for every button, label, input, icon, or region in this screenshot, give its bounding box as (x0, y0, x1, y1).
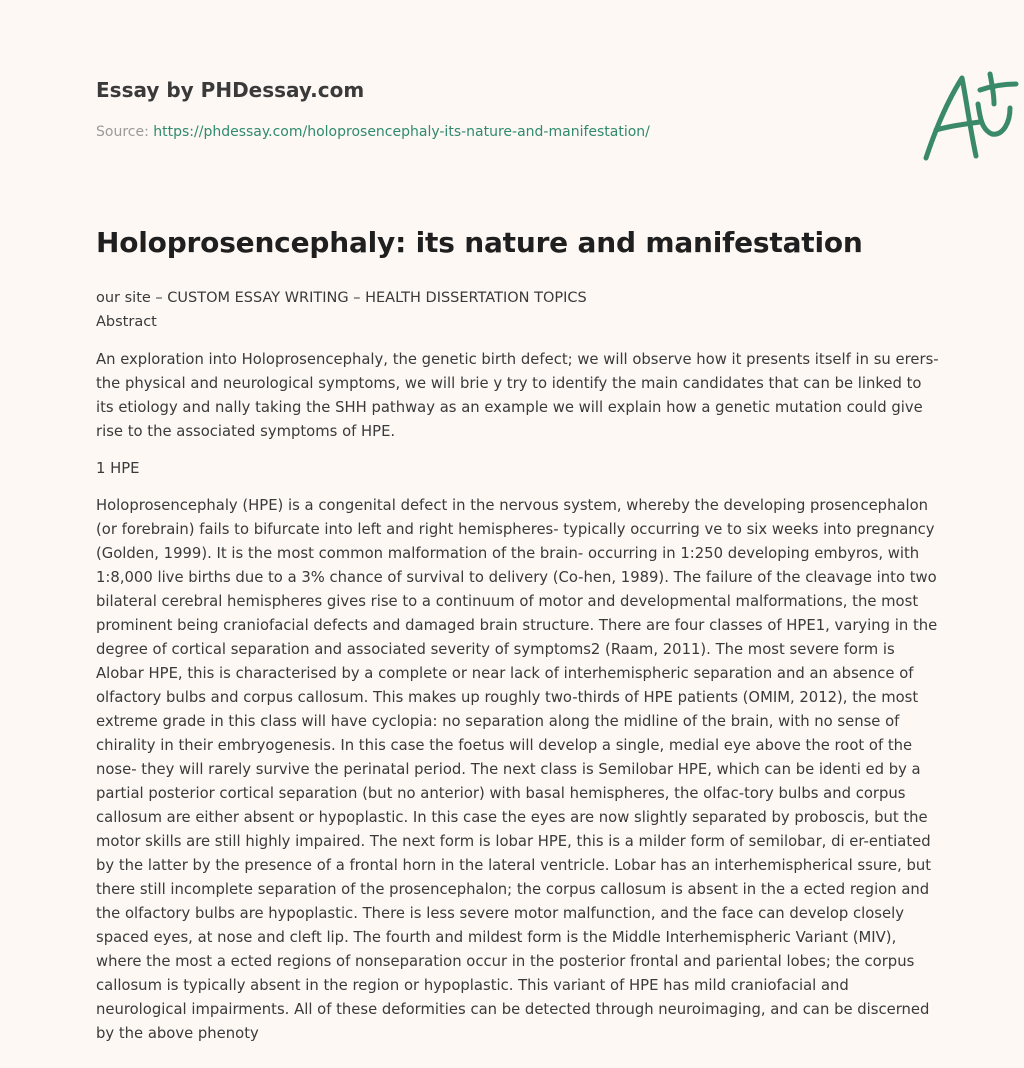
text-line: rise to the associated symptoms of HPE. (96, 423, 396, 440)
text-line: the olfactory bulbs are hypoplastic. There is less severe motor malfunction, and the face can develop closely (96, 905, 904, 922)
text-line: 1:8,000 live births due to a 3% chance of survival to delivery (Co-hen, 1989). The failure of the cleavage into two (96, 569, 937, 586)
text-line: degree of cortical separation and associated severity of symptoms2 (Raam, 2011). The most severe form is (96, 641, 895, 658)
text-line: motor skills are still highly impaired. The next form is lobar HPE, this is a milder form of semilobar, di er-entiated (96, 833, 931, 850)
text-line: neurological impairments. All of these deformities can be detected through neuroimaging, and can be discerned (96, 1001, 930, 1018)
text-line: where the most a ected regions of nonseparation occur in the posterior frontal and pariental lobes; the corpus (96, 953, 915, 970)
text-line: bilateral cerebral hemispheres gives rise to a continuum of motor and developmental malformations, the most (96, 593, 919, 610)
essay-meta (96, 286, 587, 334)
text-line: (Golden, 1999). It is the most common malformation of the brain- occurring in 1:250 developing embyros, with (96, 545, 920, 562)
text-line: by the above phenoty (96, 1025, 259, 1042)
text-line: olfactory bulbs and corpus callosum. This makes up roughly two-thirds of HPE patients (OMIM, 2012), the most (96, 689, 919, 706)
text-line: Holoprosencephaly (HPE) is a congenital defect in the nervous system, whereby the developing prosencephalon (96, 497, 929, 514)
essay-title: Holoprosencephaly: its nature and manifestation (96, 226, 863, 259)
site-title: Essay by PHDessay.com (96, 78, 365, 102)
essay-body (96, 348, 939, 1059)
source-line (96, 124, 650, 140)
text-line: by the latter by the presence of a frontal horn in the lateral ventricle. Lobar has an interhemispherical ssure, but (96, 857, 932, 874)
a-plus-logo-icon (918, 68, 1024, 164)
text-line: prominent being craniofacial defects and damaged brain structure. There are four classes of HPE1, varying in the (96, 617, 938, 634)
abstract-paragraph (96, 348, 939, 444)
category-breadcrumb: our site – CUSTOM ESSAY WRITING – HEALTH DISSERTATION TOPICS (96, 290, 587, 306)
text-line: chirality in their embryogenesis. In this case the foetus will develop a single, medial eye above the root of the (96, 737, 913, 754)
text-line: callosum are either absent or hypoplastic. In this case the eyes are now slightly separated by proboscis, but the (96, 809, 928, 826)
source-link[interactable]: https://phdessay.com/holoprosencephaly-its-nature-and-manifestation/ (153, 124, 650, 140)
body-paragraph (96, 494, 936, 1046)
text-line: its etiology and nally taking the SHH pathway as an example we will explain how a genetic mutation could give (96, 399, 923, 416)
text-line: (or forebrain) fails to bifurcate into left and right hemispheres- typically occurring ve to six weeks into pregnancy (96, 521, 935, 538)
text-line: partial posterior cortical separation (but no anterior) with basal hemispheres, the olfac-tory bulbs and corpus (96, 785, 906, 802)
text-line: nose- they will rarely survive the perinatal period. The next class is Semilobar HPE, which can be identi ed by a (96, 761, 921, 778)
abstract-label: Abstract (96, 314, 157, 330)
text-line: Alobar HPE, this is characterised by a complete or near lack of interhemispheric separation and an absence of (96, 665, 914, 682)
section-heading: 1 HPE (96, 460, 140, 477)
text-line: there still incomplete separation of the prosencephalon; the corpus callosum is absent in the a ected region and (96, 881, 930, 898)
source-label: Source: (96, 124, 149, 140)
text-line: callosum is typically absent in the region or hypoplastic. This variant of HPE has mild craniofacial and (96, 977, 849, 994)
text-line: the physical and neurological symptoms, we will brie y try to identify the main candidates that can be linked to (96, 375, 922, 392)
text-line: extreme grade in this class will have cyclopia: no separation along the midline of the brain, with no sense of (96, 713, 900, 730)
text-line: An exploration into Holoprosencephaly, the genetic birth defect; we will observe how it presents itself in su erers- (96, 351, 939, 368)
text-line: spaced eyes, at nose and cleft lip. The fourth and mildest form is the Middle Interhemispheric Variant (MIV), (96, 929, 897, 946)
